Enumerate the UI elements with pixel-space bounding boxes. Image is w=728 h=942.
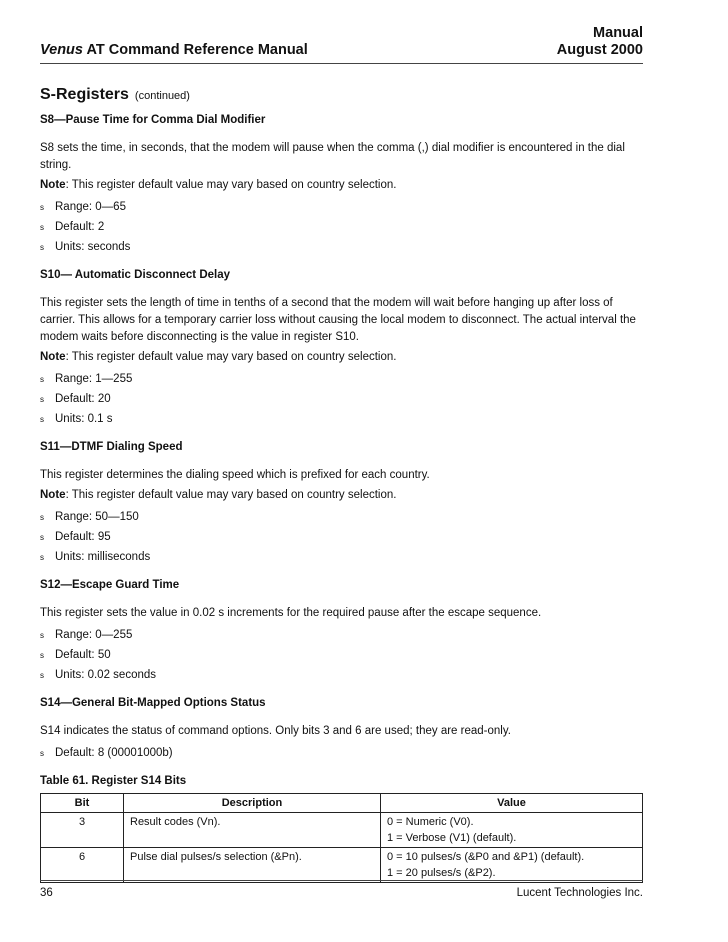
s14-bits-table [40, 793, 643, 883]
value-line: 1 = 20 pulses/s (&P2). [387, 867, 496, 879]
header-bit: Bit [41, 794, 124, 813]
value-line: 0 = Numeric (V0). [387, 816, 474, 828]
bullet-marker: s [40, 651, 44, 660]
page-number: 36 [40, 887, 53, 899]
cell-description: Pulse dial pulses/s selection (&Pn). [124, 848, 381, 883]
register-title: S12—Escape Guard Time [40, 579, 180, 591]
bullet-marker: s [40, 749, 44, 758]
register-description: This register determines the dialing speed which is prefixed for each country. [40, 469, 430, 481]
header-manual-label: Manual [593, 25, 643, 41]
list-item [40, 645, 643, 665]
register-s11 [40, 441, 643, 567]
list-item [40, 743, 643, 763]
register-description: S8 sets the time, in seconds, that the modem will pause when the comma (,) dial modifier is encountered in the dial string. [40, 142, 625, 171]
cell-description: Result codes (Vn). [124, 813, 381, 848]
units-text: Units: seconds [55, 241, 131, 253]
register-bullets [40, 625, 643, 685]
register-s12 [40, 579, 643, 685]
table-header-row [41, 794, 643, 813]
register-title: S11—DTMF Dialing Speed [40, 441, 183, 453]
note-label: Note [40, 351, 66, 363]
header-title [40, 42, 308, 58]
header-value: Value [381, 794, 643, 813]
note-text: : This register default value may vary based on country selection. [65, 179, 397, 191]
list-item [40, 527, 643, 547]
header-divider [40, 63, 643, 64]
cell-value [381, 848, 643, 883]
table-row [41, 848, 643, 883]
register-s14 [40, 697, 643, 763]
list-item [40, 237, 643, 257]
register-bullets [40, 743, 643, 763]
bullet-marker: s [40, 533, 44, 542]
bullet-marker: s [40, 631, 44, 640]
register-title: S10— Automatic Disconnect Delay [40, 269, 231, 281]
value-line: 0 = 10 pulses/s (&P0 and &P1) (default). [387, 851, 585, 863]
bullet-marker: s [40, 203, 44, 212]
note-text: : This register default value may vary based on country selection. [65, 489, 397, 501]
section-title-text: S-Registers [40, 86, 129, 103]
register-description: S14 indicates the status of command options. Only bits 3 and 6 are used; they are read-only. [40, 725, 511, 737]
bullet-marker: s [40, 513, 44, 522]
section-title [40, 86, 643, 104]
cell-value [381, 813, 643, 848]
bullet-marker: s [40, 243, 44, 252]
register-bullets [40, 197, 643, 257]
units-text: Units: 0.1 s [55, 413, 113, 425]
section-continued: (continued) [134, 90, 190, 102]
default-text: Default: 20 [55, 393, 111, 405]
register-s10 [40, 269, 643, 429]
bullet-marker: s [40, 395, 44, 404]
range-text: Range: 50—150 [55, 511, 139, 523]
note-label: Note [40, 179, 66, 191]
header-description: Description [124, 794, 381, 813]
list-item [40, 389, 643, 409]
list-item [40, 507, 643, 527]
register-note [40, 177, 643, 194]
header-title-text: AT Command Reference Manual [82, 42, 308, 58]
bullet-marker: s [40, 553, 44, 562]
list-item [40, 217, 643, 237]
default-text: Default: 2 [55, 221, 105, 233]
register-bullets [40, 507, 643, 567]
register-title: S14—General Bit-Mapped Options Status [40, 697, 266, 709]
bullet-marker: s [40, 671, 44, 680]
bullet-marker: s [40, 415, 44, 424]
units-text: Units: milliseconds [55, 551, 151, 563]
register-note [40, 349, 643, 366]
list-item [40, 197, 643, 217]
default-text: Default: 50 [55, 649, 111, 661]
bullet-marker: s [40, 223, 44, 232]
register-description: This register sets the length of time in tenths of a second that the modem will wait before hanging up after loss of carrier. This allows for a temporary carrier loss without causing the local modem to disconnect. The actual interval the modem waits before disconnecting is the value in register S10. [40, 297, 636, 343]
register-bullets [40, 369, 643, 429]
main-content [40, 86, 643, 883]
header-date: August 2000 [556, 42, 643, 58]
list-item [40, 625, 643, 645]
list-item [40, 547, 643, 567]
bullet-marker: s [40, 375, 44, 384]
range-text: Range: 0—255 [55, 629, 133, 641]
list-item [40, 665, 643, 685]
header-brand: Venus [40, 42, 83, 58]
register-note [40, 487, 643, 504]
range-text: Range: 1—255 [55, 373, 133, 385]
range-text: Range: 0—65 [55, 201, 126, 213]
table-row [41, 813, 643, 848]
cell-bit: 3 [41, 813, 124, 848]
footer-company: Lucent Technologies Inc. [516, 887, 643, 899]
table-title: Table 61. Register S14 Bits [40, 775, 187, 787]
value-line: 1 = Verbose (V1) (default). [387, 832, 517, 844]
footer-divider [40, 880, 643, 881]
units-text: Units: 0.02 seconds [55, 669, 157, 681]
list-item [40, 369, 643, 389]
default-text: Default: 8 (00001000b) [55, 747, 173, 759]
note-text: : This register default value may vary based on country selection. [65, 351, 397, 363]
list-item [40, 409, 643, 429]
register-description: This register sets the value in 0.02 s increments for the required pause after the escape sequence. [40, 607, 542, 619]
register-title: S8—Pause Time for Comma Dial Modifier [40, 114, 266, 126]
default-text: Default: 95 [55, 531, 111, 543]
note-label: Note [40, 489, 66, 501]
cell-bit: 6 [41, 848, 124, 883]
register-s8 [40, 114, 643, 257]
header-right [557, 25, 643, 59]
